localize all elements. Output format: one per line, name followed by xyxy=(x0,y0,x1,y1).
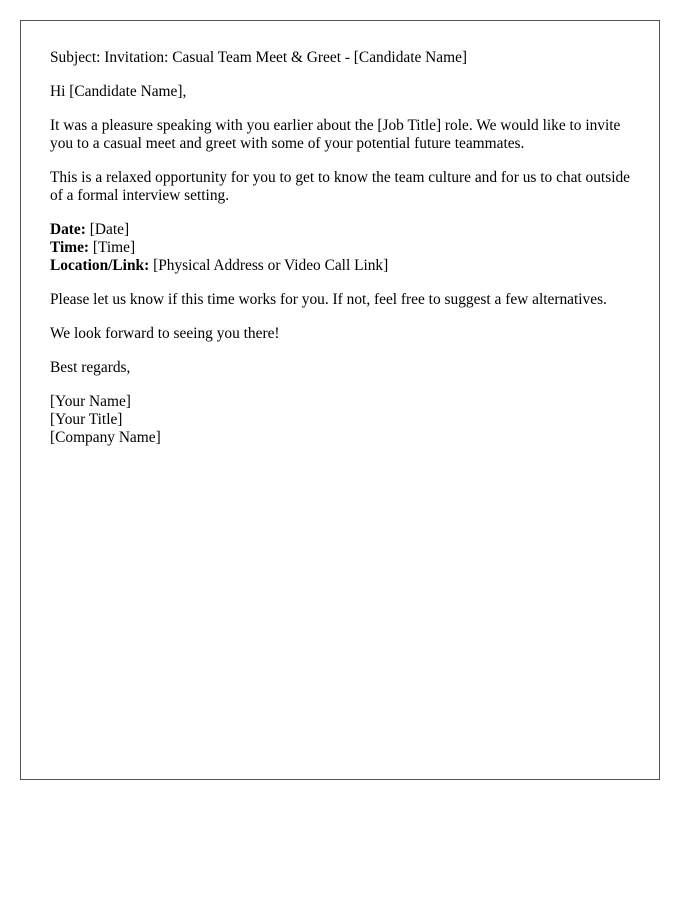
sign-off: Best regards, xyxy=(50,359,131,376)
meeting-details xyxy=(50,221,640,275)
signature-title: [Your Title] xyxy=(50,411,123,428)
letter-page xyxy=(20,20,660,780)
time-line xyxy=(50,239,640,257)
date-line xyxy=(50,221,640,239)
signature xyxy=(50,393,640,447)
subject-line: Subject: Invitation: Casual Team Meet & Greet - [Candidate Name] xyxy=(50,49,468,66)
time-label: Time: xyxy=(50,239,90,256)
date-label: Date: xyxy=(50,221,86,238)
closing-remark: We look forward to seeing you there! xyxy=(50,325,280,342)
location-label: Location/Link: xyxy=(50,257,150,274)
signature-company: [Company Name] xyxy=(50,429,161,446)
intro-paragraph: It was a pleasure speaking with you earlier about the [Job Title] role. We would like to invite you to a casual meet and greet with some of your potential future teammates. xyxy=(50,117,621,152)
letter-body xyxy=(50,49,640,447)
date-value: [Date] xyxy=(89,221,130,238)
signature-name: [Your Name] xyxy=(50,393,131,410)
location-line xyxy=(50,257,640,275)
time-value: [Time] xyxy=(92,239,136,256)
greeting: Hi [Candidate Name], xyxy=(50,83,187,100)
purpose-paragraph: This is a relaxed opportunity for you to get to know the team culture and for us to chat outside of a formal interview setting. xyxy=(50,169,631,204)
availability-paragraph: Please let us know if this time works for you. If not, feel free to suggest a few alternatives. xyxy=(50,291,607,308)
location-value: [Physical Address or Video Call Link] xyxy=(153,257,389,274)
